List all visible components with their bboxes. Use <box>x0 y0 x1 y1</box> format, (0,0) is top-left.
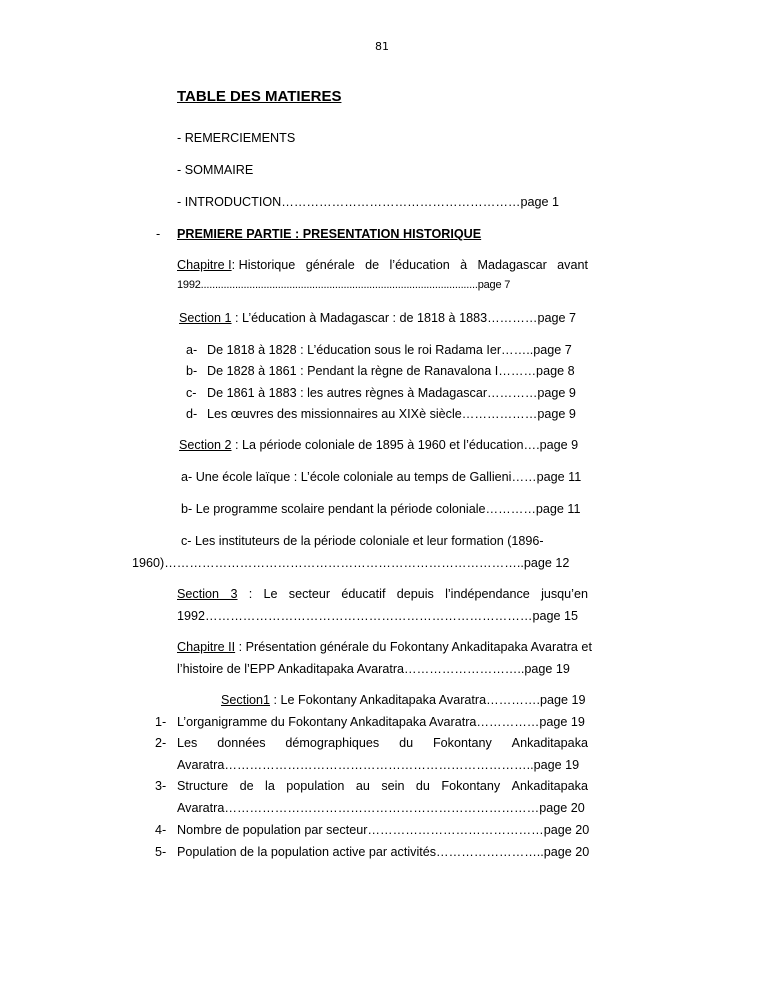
numbered-word: données <box>217 736 266 750</box>
part1-dash: - <box>156 227 161 241</box>
section1-item <box>186 343 572 357</box>
numbered-num: 4- <box>155 823 167 837</box>
section1-item <box>186 364 575 378</box>
chapter2-line2: l’histoire de l’EPP Ankaditapaka Avaratra………………………..page 19 <box>177 662 570 676</box>
chapter1-word: : Historique <box>231 258 296 272</box>
section3-word: l’indépendance <box>445 587 530 601</box>
item-text: Les œuvres des missionnaires au XIXè siècle………………page 9 <box>207 407 576 421</box>
page-title: TABLE DES MATIERES <box>177 88 342 105</box>
section3-line1 <box>177 587 588 601</box>
toc-sommaire: - SOMMAIRE <box>177 163 254 177</box>
chapter1-line2: 1992.................................................................................................page 7 <box>177 279 511 291</box>
numbered-line1 <box>177 779 588 793</box>
part1-heading: PREMIERE PARTIE : PRESENTATION HISTORIQUE <box>177 227 482 241</box>
item-text: De 1818 à 1828 : L’éducation sous le roi Radama Ier……..page 7 <box>207 343 572 357</box>
section1-entry <box>179 311 576 325</box>
numbered-word: Les <box>177 736 198 750</box>
chapter1-word: avant <box>557 258 588 272</box>
section3-word: éducatif <box>341 587 386 601</box>
numbered-word: du <box>399 736 414 750</box>
section2-item-c: c- Les instituteurs de la période coloniale et leur formation (1896- <box>181 534 544 548</box>
numbered-word: au <box>355 779 370 793</box>
chapter1-word: à <box>460 258 468 272</box>
numbered-line2: Avaratra………………………………………………………………..page 19 <box>177 758 580 772</box>
section3-word: : <box>248 587 253 601</box>
numbered-word: du <box>415 779 430 793</box>
numbered-word: de <box>239 779 254 793</box>
item-marker: d- <box>186 407 198 421</box>
numbered-num: 1- <box>155 715 167 729</box>
section1b-rest: : Le Fokontany Ankaditapaka Avaratra………….page 19 <box>270 693 586 707</box>
section3-word: Le <box>263 587 278 601</box>
section1-rest: : L’éducation à Madagascar : de 1818 à 1883…………page 7 <box>231 311 576 325</box>
section1b-label: Section1 <box>221 693 271 707</box>
numbered-word: population <box>286 779 345 793</box>
item-marker: a- <box>186 343 198 357</box>
chapter1-word: Madagascar <box>477 258 547 272</box>
item-text: De 1828 à 1861 : Pendant la règne de Ranavalona I………page 8 <box>207 364 575 378</box>
section2-rest: : La période coloniale de 1895 à 1960 et l’éducation….page 9 <box>231 438 579 452</box>
toc-remerciements: - REMERCIEMENTS <box>177 131 296 145</box>
chapter1-word: générale <box>305 258 355 272</box>
section3-word: secteur <box>288 587 331 601</box>
item-marker: b- <box>186 364 198 378</box>
chapter2-rest: : Présentation générale du Fokontany Ankaditapaka Avaratra et <box>235 640 592 654</box>
section3-label: Section 3 <box>177 587 238 601</box>
chapter1-label: Chapitre I <box>177 258 232 272</box>
numbered-word: Ankaditapaka <box>511 736 588 750</box>
page-number: 81 <box>375 40 389 53</box>
item-text: De 1861 à 1883 : les autres règnes à Madagascar…………page 9 <box>207 386 576 400</box>
section1-item <box>186 407 576 421</box>
numbered-line1 <box>177 736 588 750</box>
section1b-entry <box>221 693 586 707</box>
section2-item-a: a- Une école laïque : L’école coloniale au temps de Gallieni……page 11 <box>181 470 582 484</box>
chapter1-word: de <box>365 258 380 272</box>
section2-label: Section 2 <box>179 438 232 452</box>
numbered-word: Fokontany <box>441 779 501 793</box>
numbered-line2: Avaratra…………………………………………………………………page 20 <box>177 801 585 815</box>
section2-item-c-cont: 1960)…………………………………………………………………………..page 12 <box>132 556 570 570</box>
section3-word: depuis <box>396 587 434 601</box>
chapter1-line1 <box>177 258 588 272</box>
toc-introduction: - INTRODUCTION…………………………………………………page 1 <box>177 195 560 209</box>
section2-item-b: b- Le programme scolaire pendant la période coloniale…………page 11 <box>181 502 581 516</box>
section2-entry <box>179 438 578 452</box>
chapter2-line1 <box>177 640 592 654</box>
numbered-text: Population de la population active par activités……………………..page 20 <box>177 845 590 859</box>
numbered-text: Nombre de population par secteur……………………………………page 20 <box>177 823 590 837</box>
section1-item <box>186 386 576 400</box>
numbered-word: sein <box>381 779 405 793</box>
numbered-word: Fokontany <box>432 736 492 750</box>
numbered-word: la <box>265 779 275 793</box>
numbered-num: 2- <box>155 736 167 750</box>
section3-word: jusqu’en <box>541 587 588 601</box>
chapter1-word: l’éducation <box>389 258 450 272</box>
numbered-num: 5- <box>155 845 167 859</box>
numbered-word: Ankaditapaka <box>511 779 588 793</box>
numbered-text: L’organigramme du Fokontany Ankaditapaka Avaratra……………page 19 <box>177 715 585 729</box>
numbered-word: Structure <box>177 779 229 793</box>
numbered-num: 3- <box>155 779 167 793</box>
item-marker: c- <box>186 386 197 400</box>
numbered-word: démographiques <box>285 736 380 750</box>
section3-line2: 1992……………………………………………………………………page 15 <box>177 609 578 623</box>
section1-label: Section 1 <box>179 311 232 325</box>
chapter2-label: Chapitre II <box>177 640 236 654</box>
